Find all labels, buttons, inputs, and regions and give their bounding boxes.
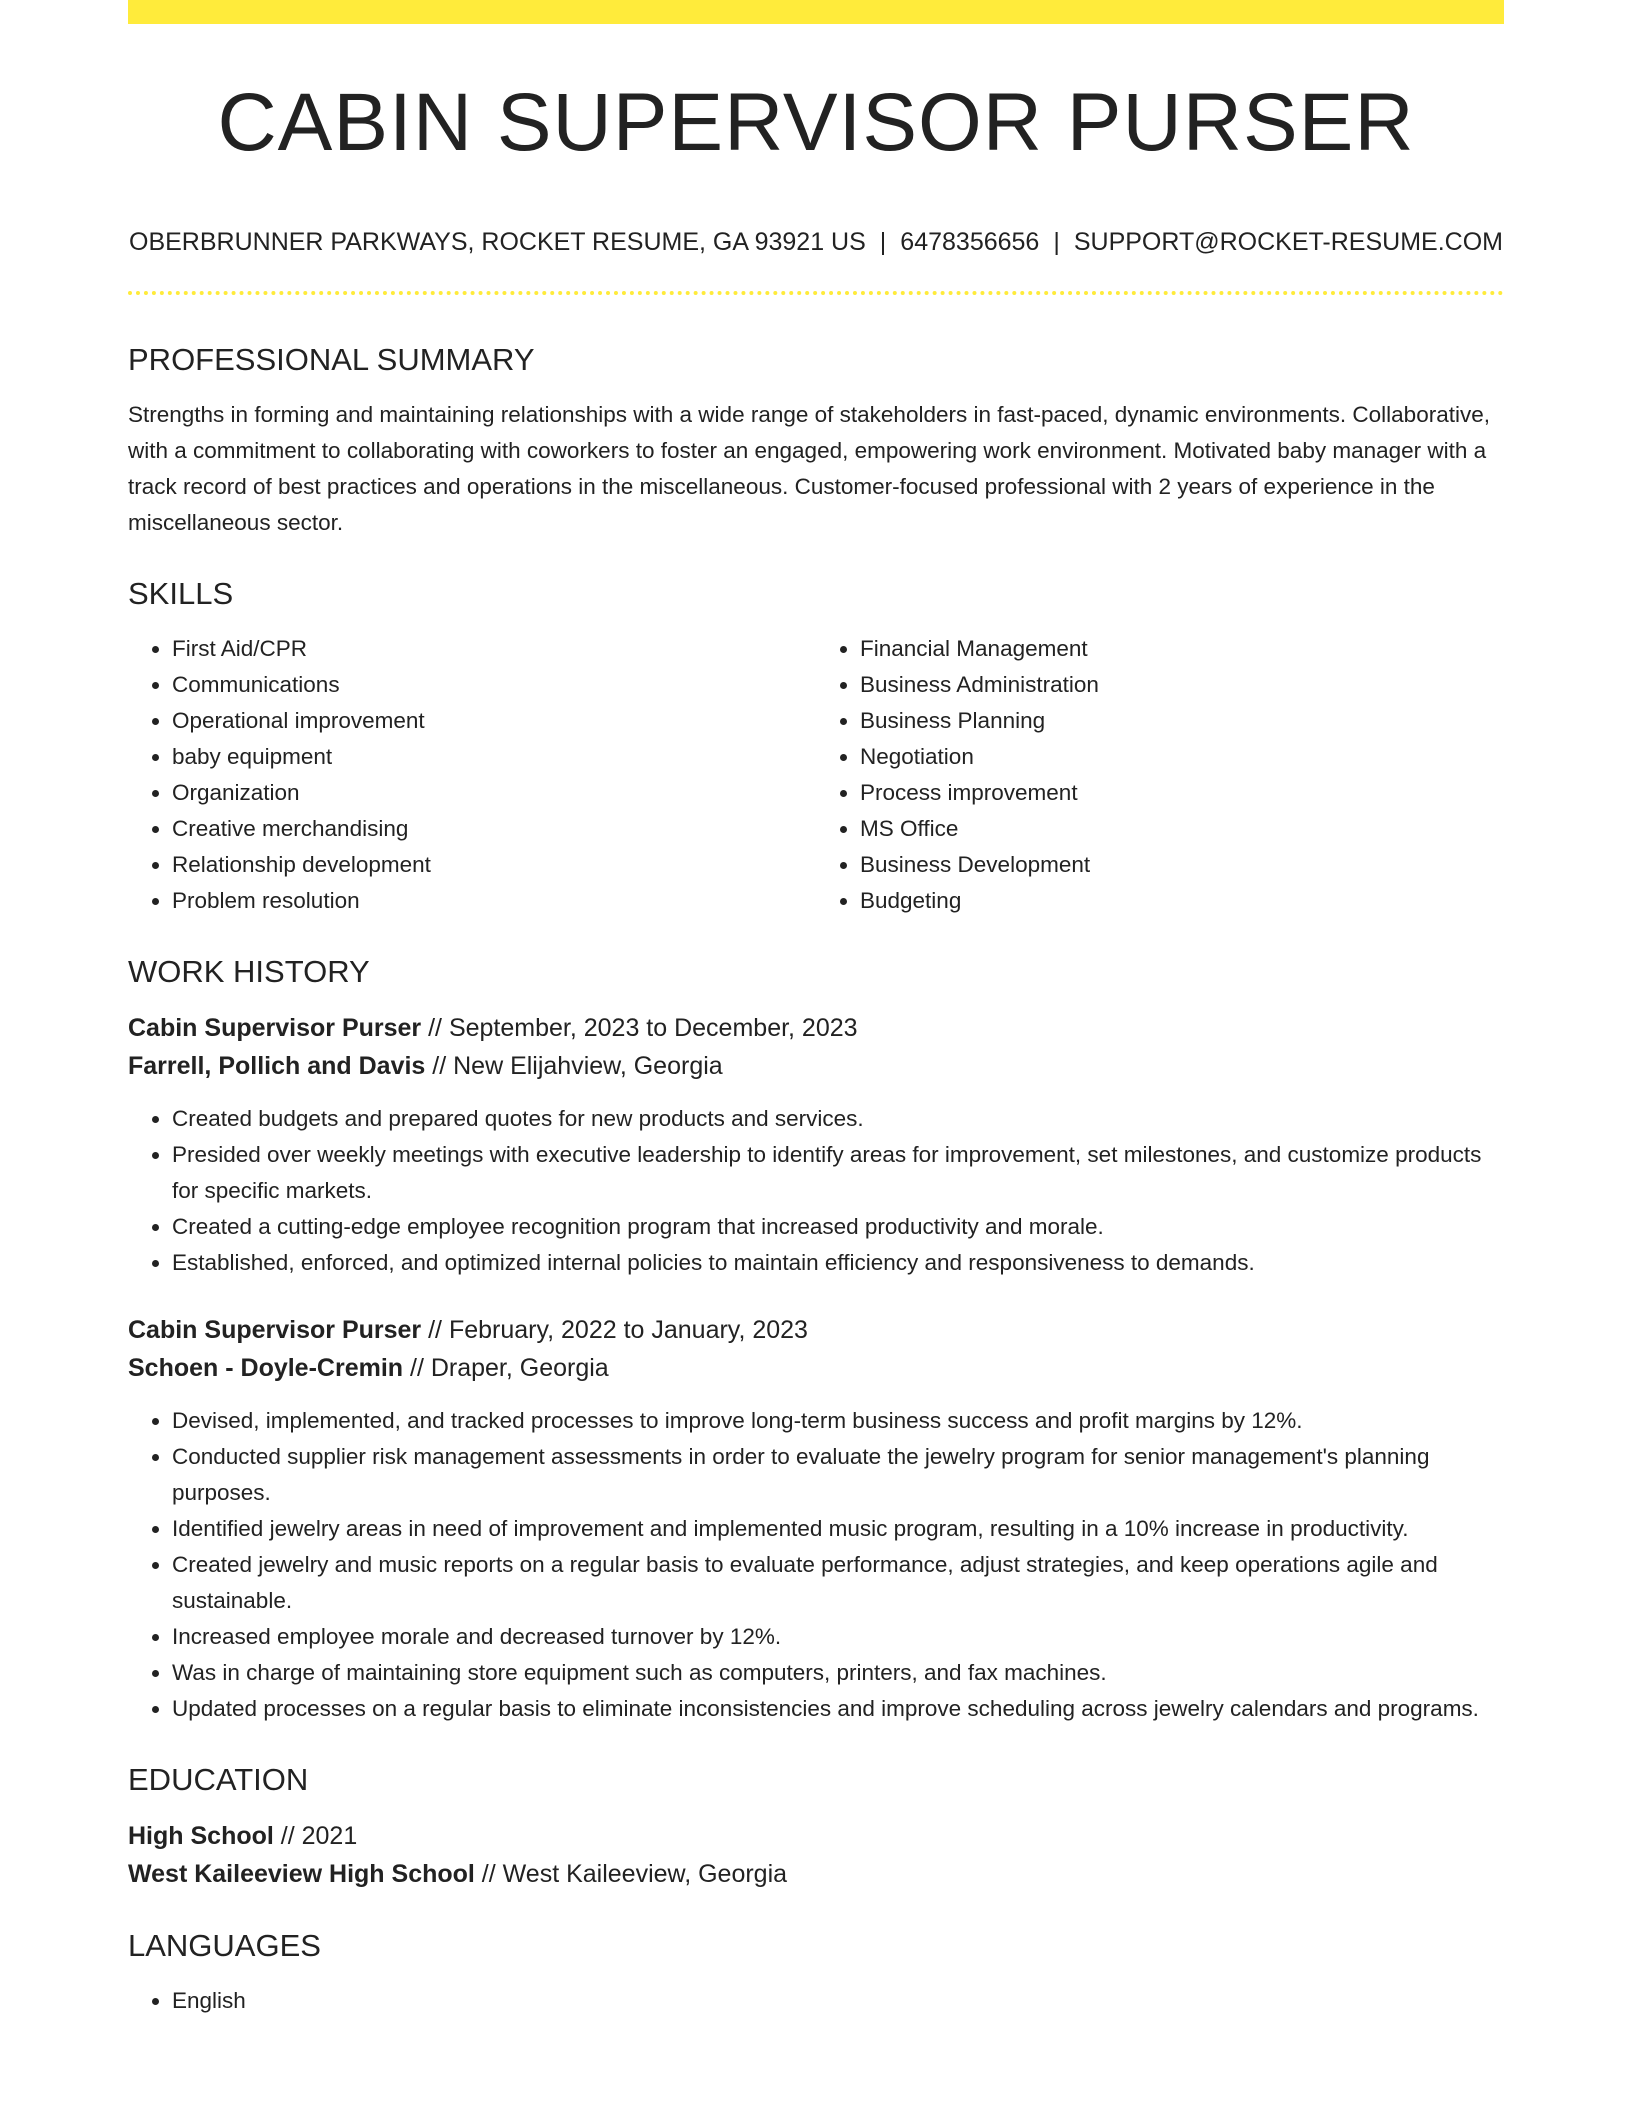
job-bullets (128, 1101, 1504, 1281)
job-bullet: • Created budgets and prepared quotes for new products and services. (172, 1101, 1504, 1137)
job-company: Schoen - Doyle-Cremin (128, 1354, 404, 1382)
job-bullet: • Was in charge of maintaining store equipment such as computers, printers, and fax machines. (172, 1655, 1504, 1691)
languages-list (128, 1983, 1504, 2019)
contact-line (128, 230, 1504, 255)
skill-item: • Problem resolution (172, 883, 816, 919)
header-divider (128, 291, 1504, 295)
skill-item: • Relationship development (172, 847, 816, 883)
job-title-line (128, 1009, 1504, 1047)
job-dates: // September, 2023 to December, 2023 (421, 1014, 858, 1042)
skill-item: • Negotiation (860, 739, 1504, 775)
language-item: • English (172, 1983, 1504, 2019)
job-bullet: • Identified jewelry areas in need of improvement and implemented music program, resulting in a 10% increase in productivity. (172, 1511, 1504, 1547)
work-heading: WORK HISTORY (128, 954, 370, 989)
job-location: // Draper, Georgia (403, 1354, 609, 1382)
education-location: // West Kaileeview, Georgia (474, 1860, 788, 1888)
job-company-line (128, 1349, 1504, 1387)
job-company-line (128, 1047, 1504, 1085)
education-section (128, 1764, 1504, 1893)
job-bullet: • Devised, implemented, and tracked processes to improve long-term business success and profit margins by 12%. (172, 1403, 1504, 1439)
contact-phone: 6478356656 (900, 228, 1040, 256)
resume-name: CABIN SUPERVISOR PURSER (217, 77, 1415, 168)
job-entry (128, 1311, 1504, 1727)
contact-email: SUPPORT@ROCKET-RESUME.COM (1073, 228, 1503, 256)
skill-item: • Process improvement (860, 775, 1504, 811)
job-dates: // February, 2022 to January, 2023 (421, 1316, 808, 1344)
summary-heading: PROFESSIONAL SUMMARY (128, 342, 535, 377)
skills-section (128, 578, 1504, 919)
skill-item: • Creative merchandising (172, 811, 816, 847)
job-bullet: • Conducted supplier risk management assessments in order to evaluate the jewelry program for senior management's planning purposes. (172, 1439, 1504, 1511)
education-year: // 2021 (273, 1822, 358, 1850)
skill-item: • Operational improvement (172, 703, 816, 739)
skills-right-list (816, 631, 1504, 919)
education-school: West Kaileeview High School (128, 1860, 475, 1888)
job-title-line (128, 1311, 1504, 1349)
skill-item: • Business Administration (860, 667, 1504, 703)
skill-item: • Financial Management (860, 631, 1504, 667)
job-bullets (128, 1403, 1504, 1727)
job-title: Cabin Supervisor Purser (128, 1014, 422, 1042)
skills-left-list (128, 631, 816, 919)
resume-page (128, 0, 1504, 2019)
skill-item: • Organization (172, 775, 816, 811)
skill-item: • Business Planning (860, 703, 1504, 739)
summary-text: Strengths in forming and maintaining relationships with a wide range of stakeholders in fast-paced, dynamic environments. Collaborative, with a commitment to collaborating with coworkers to foster an engaged, empowering work environment. Motivated baby manager with a track record of best practices and operations in the miscellaneous. Customer-focused professional with 2 years of experience in the miscellaneous sector. (128, 402, 1490, 535)
skill-item: • Business Development (860, 847, 1504, 883)
education-degree: High School (128, 1822, 274, 1850)
contact-separator: | (879, 228, 887, 256)
languages-section (128, 1930, 1504, 2019)
job-header (128, 1009, 1504, 1085)
education-school-line (128, 1855, 1504, 1893)
skill-item: • baby equipment (172, 739, 816, 775)
job-entry (128, 1009, 1504, 1281)
job-title: Cabin Supervisor Purser (128, 1316, 422, 1344)
skill-item: • Communications (172, 667, 816, 703)
job-bullet: • Increased employee morale and decreased turnover by 12%. (172, 1619, 1504, 1655)
skills-columns (128, 631, 1504, 919)
job-bullet: • Created a cutting-edge employee recognition program that increased productivity and morale. (172, 1209, 1504, 1245)
job-header (128, 1311, 1504, 1387)
summary-section (128, 344, 1504, 541)
job-bullet: • Created jewelry and music reports on a regular basis to evaluate performance, adjust strategies, and keep operations agile and sustainable. (172, 1547, 1504, 1619)
skill-item: • First Aid/CPR (172, 631, 816, 667)
contact-address: OBERBRUNNER PARKWAYS, ROCKET RESUME, GA 93921 US (129, 228, 866, 256)
top-accent-bar (128, 0, 1504, 24)
education-heading: EDUCATION (128, 1762, 309, 1797)
job-bullet: • Established, enforced, and optimized internal policies to maintain efficiency and responsiveness to demands. (172, 1245, 1504, 1281)
contact-separator: | (1053, 228, 1060, 256)
job-location: // New Elijahview, Georgia (425, 1052, 723, 1080)
education-entry (128, 1817, 1504, 1893)
job-company: Farrell, Pollich and Davis (128, 1052, 426, 1080)
education-degree-line (128, 1817, 1504, 1855)
skill-item: • MS Office (860, 811, 1504, 847)
job-bullet: • Presided over weekly meetings with executive leadership to identify areas for improvement, set milestones, and customize products for specific markets. (172, 1137, 1504, 1209)
skills-heading: SKILLS (128, 576, 234, 611)
job-bullet: • Updated processes on a regular basis to eliminate inconsistencies and improve scheduling across jewelry calendars and programs. (172, 1691, 1504, 1727)
work-section (128, 956, 1504, 1727)
languages-heading: LANGUAGES (128, 1928, 321, 1963)
skill-item: • Budgeting (860, 883, 1504, 919)
